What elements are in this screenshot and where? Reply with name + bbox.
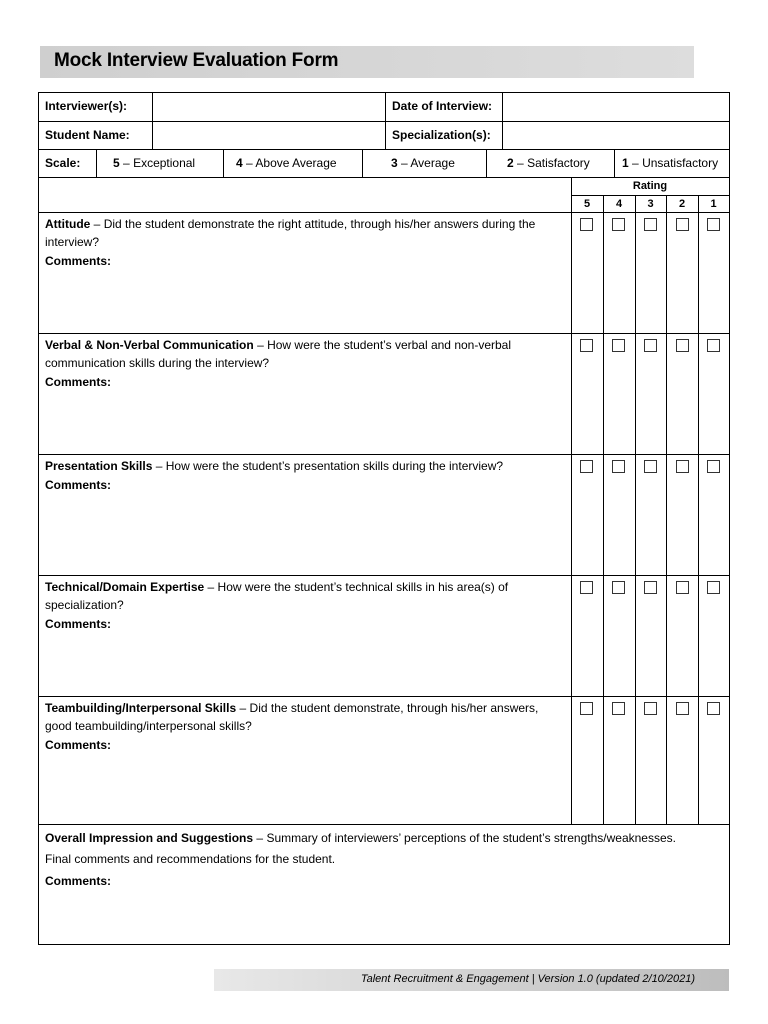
- specialization-field[interactable]: [502, 122, 729, 149]
- rating-col-5: 5: [583, 198, 591, 210]
- comments-label: Comments:: [45, 254, 112, 268]
- rating-checkbox-3[interactable]: [644, 460, 657, 473]
- comments-label: Comments:: [45, 738, 112, 752]
- rating-col-2: 2: [678, 198, 686, 210]
- footer-bar: [214, 969, 729, 991]
- rating-checkbox-5[interactable]: [580, 702, 593, 715]
- comments-label: Comments:: [45, 375, 112, 389]
- rating-checkbox-2[interactable]: [676, 218, 689, 231]
- scale-3: 3 – Average: [362, 150, 486, 177]
- comments-label: Comments:: [45, 874, 112, 888]
- rating-checkbox-2[interactable]: [676, 339, 689, 352]
- scale-5: 5 – Exceptional: [96, 150, 223, 177]
- comments-label: Comments:: [45, 617, 112, 631]
- student-label: Student Name:: [45, 128, 130, 142]
- rating-checkbox-1[interactable]: [707, 702, 720, 715]
- scale-2: 2 – Satisfactory: [486, 150, 614, 177]
- interviewer-row: [39, 93, 729, 122]
- interviewer-label: Interviewer(s):: [45, 99, 128, 113]
- interviewer-field[interactable]: [152, 93, 385, 121]
- rating-checkbox-2[interactable]: [676, 581, 689, 594]
- rating-checkbox-1[interactable]: [707, 218, 720, 231]
- rating-col-3: 3: [647, 198, 654, 210]
- rating-checkbox-1[interactable]: [707, 460, 720, 473]
- rating-checkbox-4[interactable]: [612, 702, 625, 715]
- specialization-label: Specialization(s):: [392, 128, 491, 142]
- student-row: [39, 122, 729, 150]
- rating-checkbox-3[interactable]: [644, 702, 657, 715]
- rating-checkbox-1[interactable]: [707, 339, 720, 352]
- rating-checkbox-3[interactable]: [644, 581, 657, 594]
- scale-4: 4 – Above Average: [223, 150, 362, 177]
- scale-label: Scale:: [45, 156, 81, 170]
- rating-title: Rating: [632, 180, 668, 192]
- rating-checkbox-5[interactable]: [580, 581, 593, 594]
- rating-col-1: 1: [710, 198, 717, 210]
- rating-checkbox-4[interactable]: [612, 339, 625, 352]
- date-label: Date of Interview:: [392, 99, 493, 113]
- scale-row: [39, 150, 729, 178]
- comments-label: Comments:: [45, 478, 112, 492]
- rating-checkbox-3[interactable]: [644, 218, 657, 231]
- evaluation-form: Interviewer(s): Date of Interview: Student Name: Specialization(s): Scale: 5 – Exceptional 4 – Above Average 3 – Average 2 – Satisfactory 1 – Unsatisfactory Rating 5 4 3 2 1 Attitude – Did the student demonstrate the right attitude, through his/her answers during the interview? Comments: Verbal & Non-Verbal Communication – How were the student’s verbal and non-verbal communication skills during the interview? Comments: Presentation Skills – How were the student’s presentation skills during the interview? Comments: Technical/Domain Expertise – How were the student’s technical skills in his area(s) of specialization? Comments: Teambuilding/Interpersonal Skills – Did the student demonstrate, through his/her answers, good teambuilding/interpersonal skills? Comments: Overall Impression and Suggestions – Summary of interviewers’ perceptions of the student’s strengths/weaknesses. Final comments and recommendations for the student. Comments:: [38, 92, 730, 945]
- rating-checkbox-4[interactable]: [612, 460, 625, 473]
- rating-checkbox-5[interactable]: [580, 460, 593, 473]
- rating-checkbox-4[interactable]: [612, 218, 625, 231]
- student-field[interactable]: [152, 122, 385, 149]
- rating-checkbox-5[interactable]: [580, 339, 593, 352]
- page-title: Mock Interview Evaluation Form: [54, 50, 339, 71]
- scale-1: 1 – Unsatisfactory: [614, 150, 729, 177]
- footer-text: Talent Recruitment & Engagement | Version 1.0 (updated 2/10/2021): [360, 973, 695, 985]
- rating-checkbox-3[interactable]: [644, 339, 657, 352]
- date-field[interactable]: [502, 93, 729, 121]
- rating-checkbox-2[interactable]: [676, 702, 689, 715]
- rating-col-4: 4: [615, 198, 623, 210]
- rating-checkbox-1[interactable]: [707, 581, 720, 594]
- rating-checkbox-5[interactable]: [580, 218, 593, 231]
- rating-checkbox-2[interactable]: [676, 460, 689, 473]
- title-bar: [40, 46, 694, 78]
- rating-checkbox-4[interactable]: [612, 581, 625, 594]
